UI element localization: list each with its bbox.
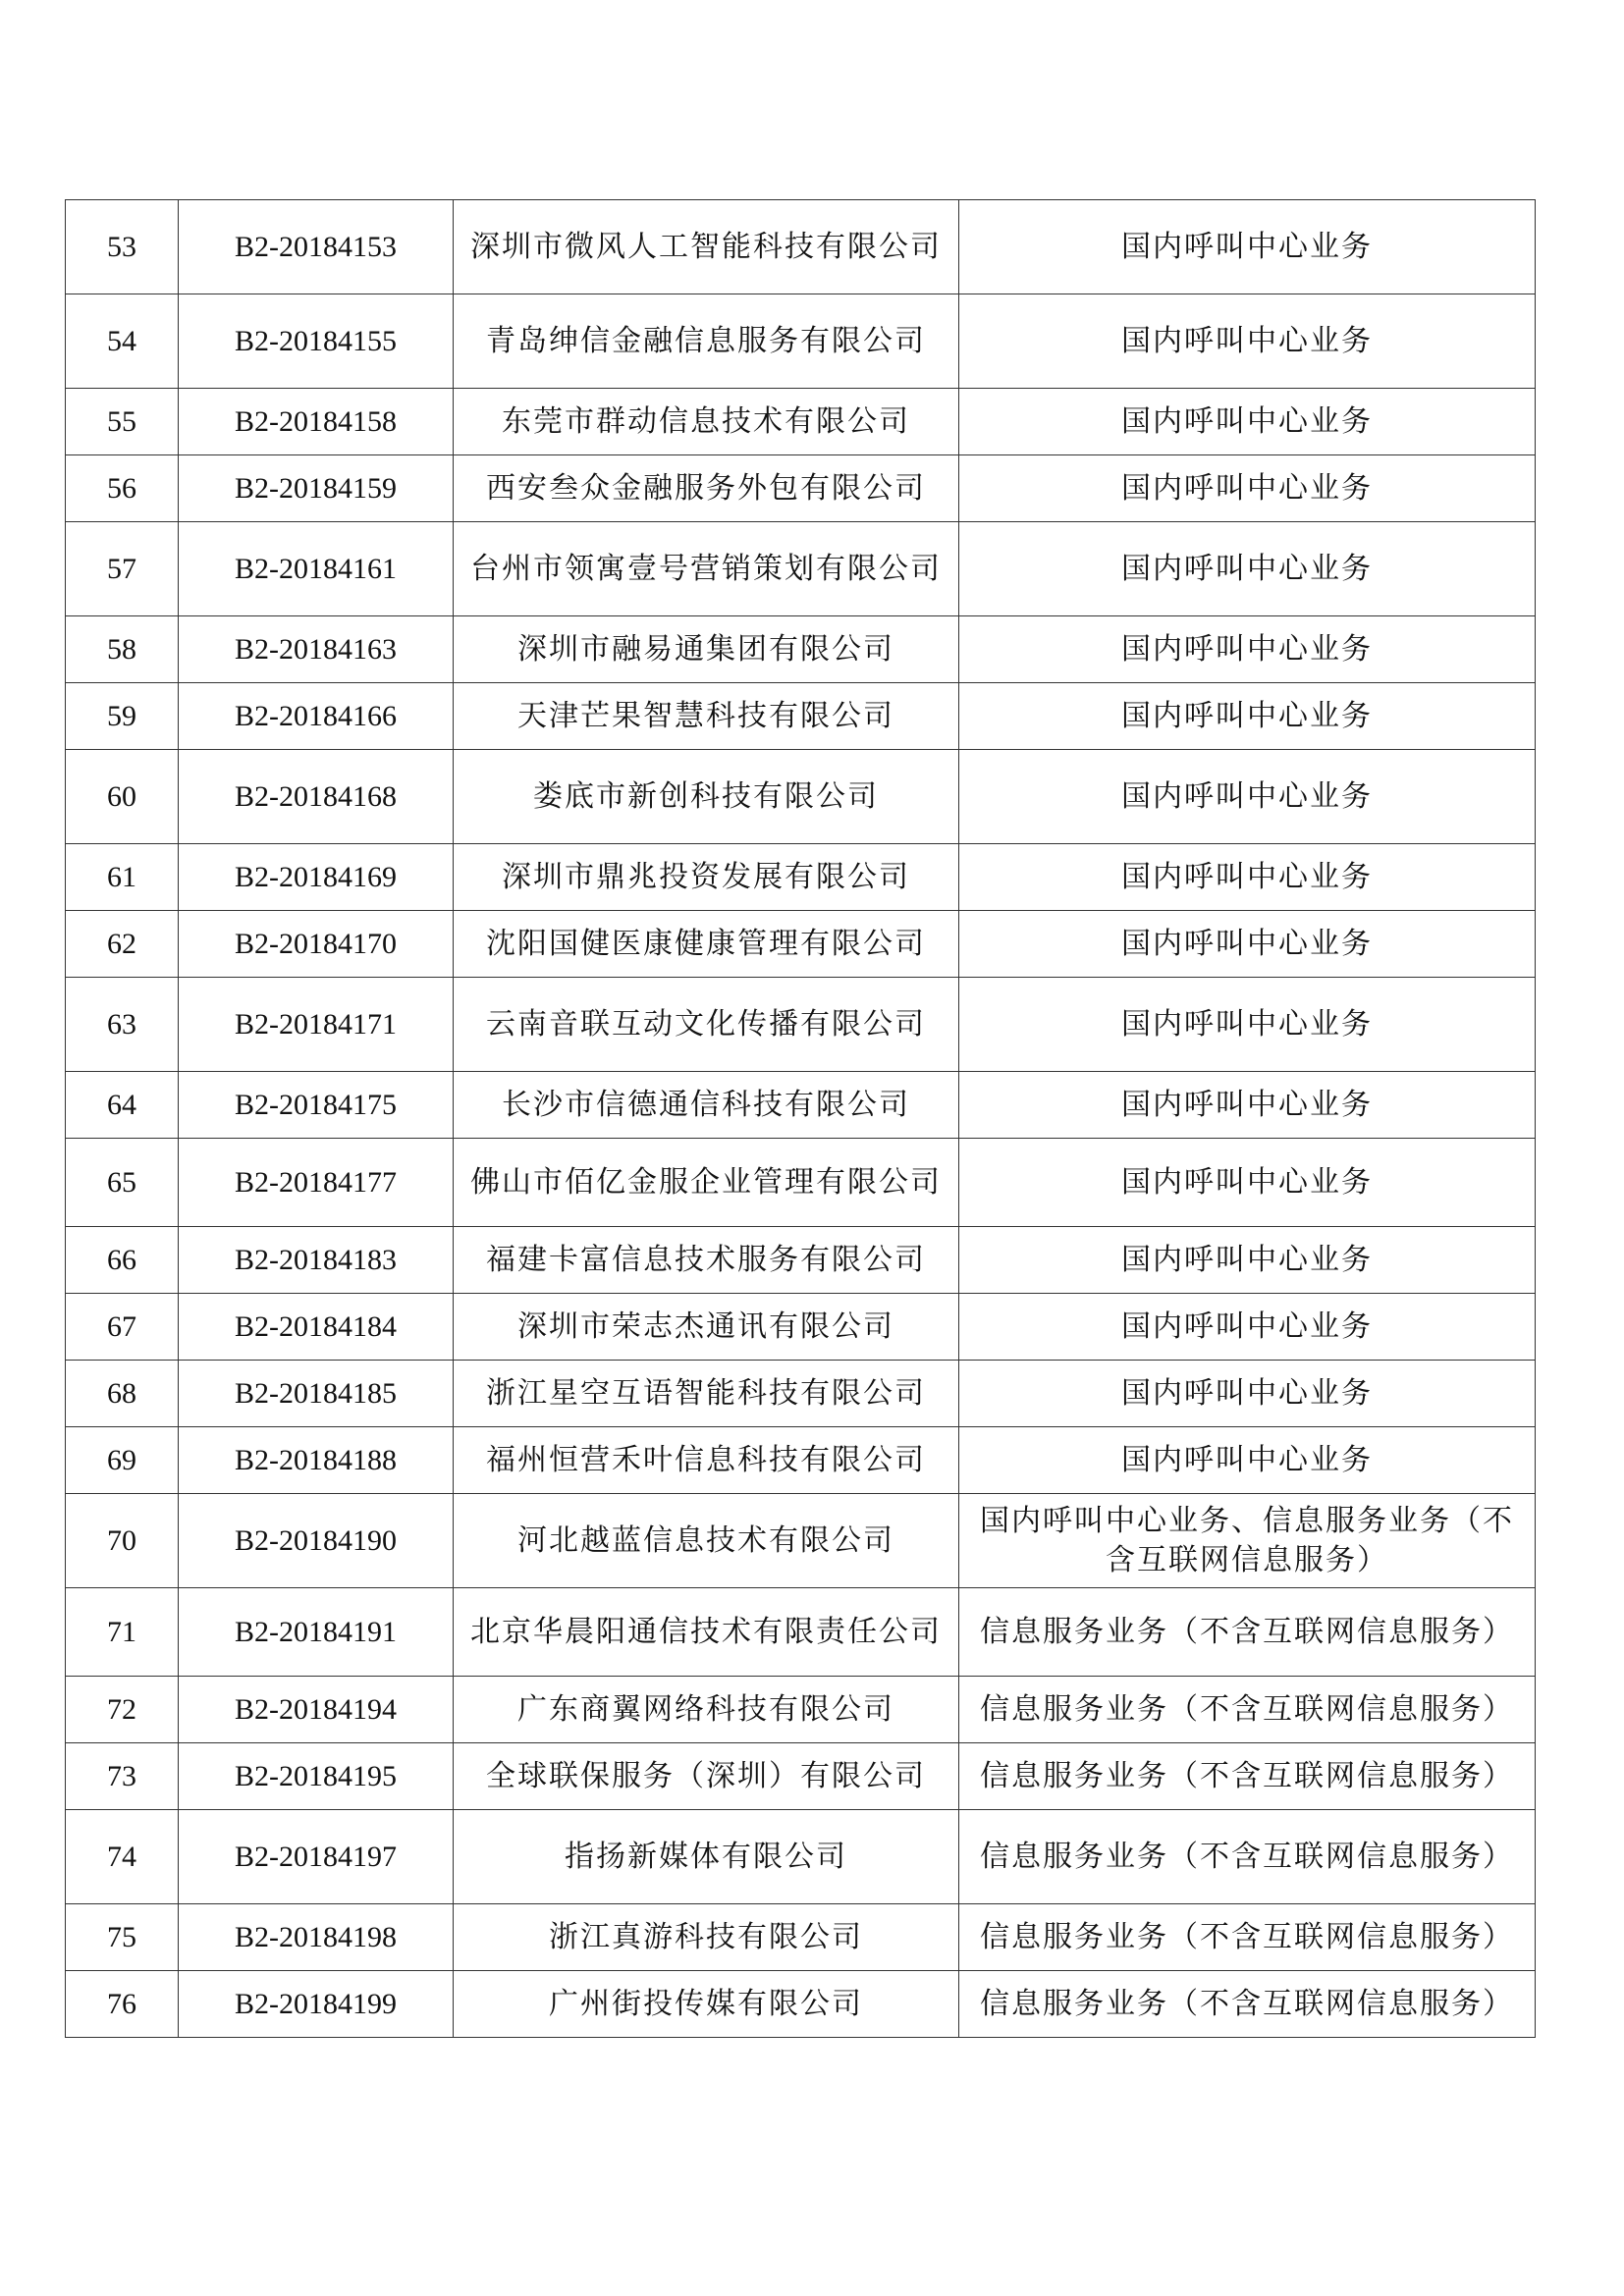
table-row <box>66 1294 1536 1361</box>
business-type: 国内呼叫中心业务 <box>959 522 1536 616</box>
business-type: 信息服务业务（不含互联网信息服务） <box>959 1677 1536 1743</box>
row-number: 54 <box>66 294 179 389</box>
row-number: 75 <box>66 1904 179 1971</box>
business-type: 国内呼叫中心业务 <box>959 455 1536 522</box>
business-type: 信息服务业务（不含互联网信息服务） <box>959 1904 1536 1971</box>
business-type: 信息服务业务（不含互联网信息服务） <box>959 1743 1536 1810</box>
table-row <box>66 1072 1536 1139</box>
table-row <box>66 1904 1536 1971</box>
company-name: 广州街投传媒有限公司 <box>454 1971 959 2038</box>
business-type: 国内呼叫中心业务 <box>959 1072 1536 1139</box>
row-number: 53 <box>66 200 179 294</box>
row-number: 69 <box>66 1427 179 1494</box>
license-number: B2-20184158 <box>179 389 454 455</box>
table-row <box>66 1677 1536 1743</box>
company-name: 娄底市新创科技有限公司 <box>454 750 959 844</box>
table-row <box>66 1588 1536 1677</box>
company-name: 东莞市群动信息技术有限公司 <box>454 389 959 455</box>
business-type: 国内呼叫中心业务 <box>959 750 1536 844</box>
license-number: B2-20184195 <box>179 1743 454 1810</box>
row-number: 64 <box>66 1072 179 1139</box>
row-number: 57 <box>66 522 179 616</box>
company-name: 深圳市荣志杰通讯有限公司 <box>454 1294 959 1361</box>
license-number: B2-20184183 <box>179 1227 454 1294</box>
row-number: 68 <box>66 1361 179 1427</box>
row-number: 76 <box>66 1971 179 2038</box>
company-name: 深圳市融易通集团有限公司 <box>454 616 959 683</box>
company-name: 北京华晨阳通信技术有限责任公司 <box>454 1588 959 1677</box>
row-number: 71 <box>66 1588 179 1677</box>
table-row <box>66 522 1536 616</box>
company-name: 全球联保服务（深圳）有限公司 <box>454 1743 959 1810</box>
license-number: B2-20184161 <box>179 522 454 616</box>
company-name: 佛山市佰亿金服企业管理有限公司 <box>454 1139 959 1227</box>
company-name: 浙江星空互语智能科技有限公司 <box>454 1361 959 1427</box>
company-name: 云南音联互动文化传播有限公司 <box>454 978 959 1072</box>
business-type: 国内呼叫中心业务 <box>959 1294 1536 1361</box>
business-type: 国内呼叫中心业务 <box>959 1139 1536 1227</box>
business-type: 国内呼叫中心业务 <box>959 844 1536 911</box>
company-name: 福州恒营禾叶信息科技有限公司 <box>454 1427 959 1494</box>
business-type: 国内呼叫中心业务 <box>959 616 1536 683</box>
row-number: 55 <box>66 389 179 455</box>
row-number: 73 <box>66 1743 179 1810</box>
row-number: 70 <box>66 1494 179 1588</box>
row-number: 62 <box>66 911 179 978</box>
row-number: 65 <box>66 1139 179 1227</box>
business-type: 国内呼叫中心业务 <box>959 683 1536 750</box>
license-number: B2-20184177 <box>179 1139 454 1227</box>
company-name: 福建卡富信息技术服务有限公司 <box>454 1227 959 1294</box>
business-type: 信息服务业务（不含互联网信息服务） <box>959 1810 1536 1904</box>
business-type: 信息服务业务（不含互联网信息服务） <box>959 1971 1536 2038</box>
table-row <box>66 1361 1536 1427</box>
table-row <box>66 1494 1536 1588</box>
table-row <box>66 1139 1536 1227</box>
license-number: B2-20184153 <box>179 200 454 294</box>
business-type: 国内呼叫中心业务 <box>959 1361 1536 1427</box>
company-name: 沈阳国健医康健康管理有限公司 <box>454 911 959 978</box>
license-number: B2-20184169 <box>179 844 454 911</box>
company-name: 浙江真游科技有限公司 <box>454 1904 959 1971</box>
license-number: B2-20184166 <box>179 683 454 750</box>
table-row <box>66 1743 1536 1810</box>
company-name: 深圳市微风人工智能科技有限公司 <box>454 200 959 294</box>
license-number: B2-20184171 <box>179 978 454 1072</box>
license-number: B2-20184185 <box>179 1361 454 1427</box>
table-row <box>66 911 1536 978</box>
table-row <box>66 750 1536 844</box>
license-number: B2-20184191 <box>179 1588 454 1677</box>
company-name: 河北越蓝信息技术有限公司 <box>454 1494 959 1588</box>
row-number: 58 <box>66 616 179 683</box>
row-number: 59 <box>66 683 179 750</box>
company-name: 西安叁众金融服务外包有限公司 <box>454 455 959 522</box>
table-row <box>66 683 1536 750</box>
table-row <box>66 294 1536 389</box>
row-number: 72 <box>66 1677 179 1743</box>
table-row <box>66 978 1536 1072</box>
business-type: 国内呼叫中心业务 <box>959 1427 1536 1494</box>
license-number: B2-20184199 <box>179 1971 454 2038</box>
row-number: 60 <box>66 750 179 844</box>
license-number: B2-20184197 <box>179 1810 454 1904</box>
business-type: 国内呼叫中心业务 <box>959 200 1536 294</box>
row-number: 63 <box>66 978 179 1072</box>
company-name: 台州市领寓壹号营销策划有限公司 <box>454 522 959 616</box>
table-row <box>66 1227 1536 1294</box>
company-name: 天津芒果智慧科技有限公司 <box>454 683 959 750</box>
company-name: 长沙市信德通信科技有限公司 <box>454 1072 959 1139</box>
license-number: B2-20184175 <box>179 1072 454 1139</box>
license-table <box>65 199 1536 2038</box>
table-row <box>66 389 1536 455</box>
table-row <box>66 200 1536 294</box>
license-number: B2-20184159 <box>179 455 454 522</box>
business-type: 国内呼叫中心业务、信息服务业务（不含互联网信息服务） <box>959 1494 1536 1588</box>
license-number: B2-20184198 <box>179 1904 454 1971</box>
license-number: B2-20184170 <box>179 911 454 978</box>
row-number: 61 <box>66 844 179 911</box>
row-number: 67 <box>66 1294 179 1361</box>
business-type: 国内呼叫中心业务 <box>959 389 1536 455</box>
license-number: B2-20184163 <box>179 616 454 683</box>
table-row <box>66 455 1536 522</box>
license-number: B2-20184168 <box>179 750 454 844</box>
company-name: 指扬新媒体有限公司 <box>454 1810 959 1904</box>
table-row <box>66 1810 1536 1904</box>
row-number: 66 <box>66 1227 179 1294</box>
business-type: 国内呼叫中心业务 <box>959 294 1536 389</box>
business-type: 国内呼叫中心业务 <box>959 978 1536 1072</box>
table-row <box>66 1427 1536 1494</box>
license-number: B2-20184190 <box>179 1494 454 1588</box>
business-type: 国内呼叫中心业务 <box>959 911 1536 978</box>
company-name: 青岛绅信金融信息服务有限公司 <box>454 294 959 389</box>
business-type: 信息服务业务（不含互联网信息服务） <box>959 1588 1536 1677</box>
table-row <box>66 616 1536 683</box>
company-name: 广东商翼网络科技有限公司 <box>454 1677 959 1743</box>
row-number: 56 <box>66 455 179 522</box>
row-number: 74 <box>66 1810 179 1904</box>
table-row <box>66 844 1536 911</box>
license-number: B2-20184184 <box>179 1294 454 1361</box>
business-type: 国内呼叫中心业务 <box>959 1227 1536 1294</box>
license-number: B2-20184188 <box>179 1427 454 1494</box>
table-row <box>66 1971 1536 2038</box>
license-number: B2-20184194 <box>179 1677 454 1743</box>
company-name: 深圳市鼎兆投资发展有限公司 <box>454 844 959 911</box>
license-number: B2-20184155 <box>179 294 454 389</box>
